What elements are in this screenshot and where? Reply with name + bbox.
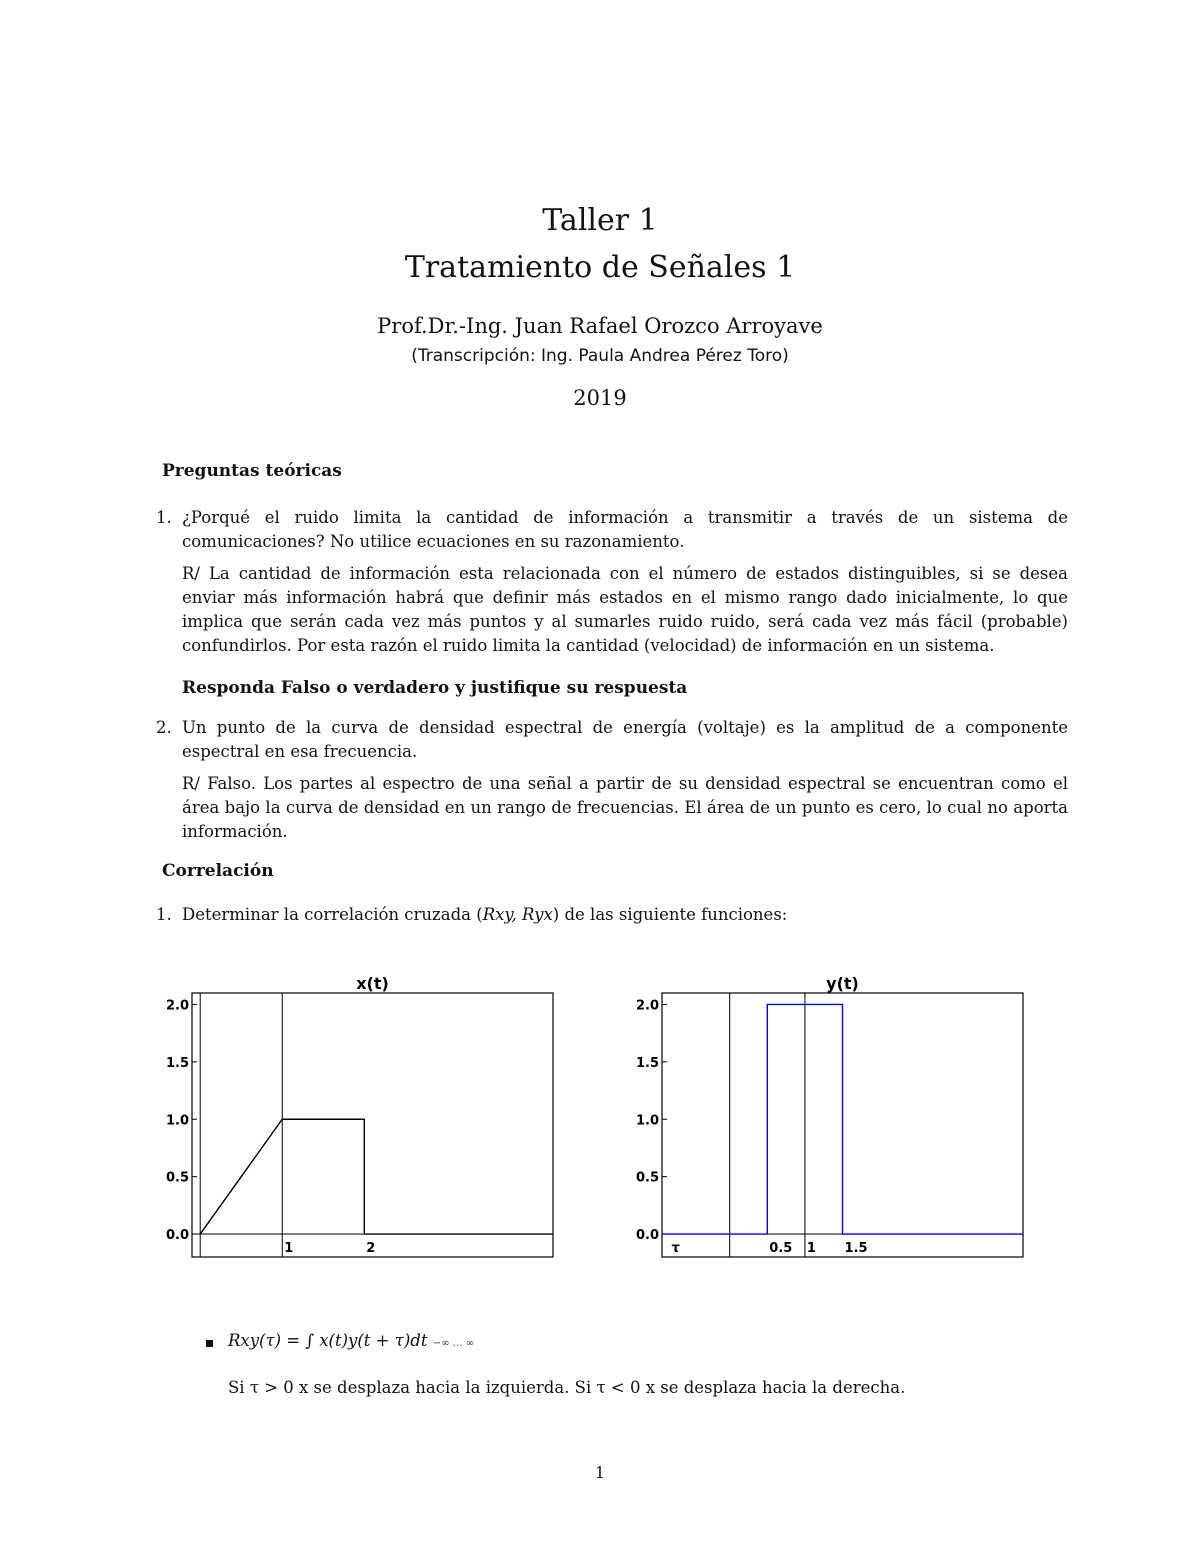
x-tick-label: 2 xyxy=(366,1241,376,1257)
chart-y-svg xyxy=(620,968,1040,1268)
plot-x xyxy=(150,968,570,1272)
integral-limits: −∞ … ∞ xyxy=(432,1338,475,1349)
y-tick-label: 1.0 xyxy=(635,1113,659,1129)
question-math: Rxy, Ryx xyxy=(482,905,553,924)
author: Prof.Dr.-Ing. Juan Rafael Orozco Arroyave xyxy=(377,314,823,338)
x-tick-label: 1 xyxy=(284,1241,294,1257)
question-number: 1. xyxy=(156,905,172,924)
y-tick-label: 1.0 xyxy=(165,1113,189,1129)
question-text: ¿Porqué el ruido limita la cantidad de información a transmitir a través de un sistema de comunicaciones? No utilice ecuaciones en su razonamiento. xyxy=(182,508,1068,551)
question-text: Un punto de la curva de densidad espectral de energía (voltaje) es la amplitud de a componente espectral en esa frecuencia. xyxy=(182,718,1068,761)
y-tick-label: 0.5 xyxy=(165,1170,189,1186)
course-title: Tratamiento de Señales 1 xyxy=(404,250,796,285)
question-number: 1. xyxy=(156,508,172,527)
shift-note: Si τ > 0 x se desplaza hacia la izquierda. Si τ < 0 x se desplaza hacia la derecha. xyxy=(228,1378,906,1397)
question-text-pre: Determinar la correlación cruzada ( xyxy=(182,905,483,924)
chart-x-svg xyxy=(150,968,570,1268)
year: 2019 xyxy=(573,386,627,410)
y-tick-label: 2.0 xyxy=(635,998,659,1014)
y-tick-label: 0.0 xyxy=(165,1228,189,1244)
y-tick-label: 1.5 xyxy=(635,1055,659,1071)
y-tick-label: 0.0 xyxy=(635,1228,659,1244)
x-tick-label: 1.5 xyxy=(844,1241,868,1257)
bullet-marker xyxy=(206,1340,213,1347)
question-text-post: ) de las siguiente funciones: xyxy=(552,905,788,924)
plot-frame xyxy=(192,993,553,1257)
answer-text: R/ La cantidad de información esta relacionada con el número de estados distinguibles, si se desea enviar más información habrá que definir más estados en el mismo rango dado inicialmente, lo que implica que serán cada vez más puntos y al sumarles ruido ruido, será cada vez más fácil (probable) confundirlos. Por esta razón el ruido limita la cantidad (velocidad) de información en un sistema. xyxy=(182,564,1068,655)
correlation-formula: Rxy(τ) = ∫ x(t)y(t + τ)dt xyxy=(228,1331,428,1350)
plot-title: x(t) xyxy=(356,974,389,993)
plot-y xyxy=(620,968,1040,1272)
section-heading-correlation: Correlación xyxy=(162,861,274,881)
section-heading-truefalse: Responda Falso o verdadero y justifique su respuesta xyxy=(182,678,688,698)
transcription-credit: (Transcripción: Ing. Paula Andrea Pérez Toro) xyxy=(411,346,789,366)
plot-title: y(t) xyxy=(826,974,859,993)
x-tick-label: 1 xyxy=(806,1241,816,1257)
series-line xyxy=(662,1004,1023,1234)
question-number: 2. xyxy=(156,718,172,737)
y-tick-label: 0.5 xyxy=(635,1170,659,1186)
bullet-formula xyxy=(228,1331,474,1350)
y-tick-label: 1.5 xyxy=(165,1055,189,1071)
y-tick-label: 2.0 xyxy=(165,998,189,1014)
series-line xyxy=(200,1119,553,1234)
x-tick-label: τ xyxy=(671,1241,680,1257)
page-number: 1 xyxy=(594,1463,606,1482)
x-tick-label: 0.5 xyxy=(769,1241,793,1257)
document-title: Taller 1 xyxy=(542,203,658,238)
answer-text: R/ Falso. Los partes al espectro de una señal a partir de su densidad espectral se encuentran como el área bajo la curva de densidad en un rango de frecuencias. El área de un punto es cero, lo cual no aporta información. xyxy=(182,774,1068,841)
section-heading-theory: Preguntas teóricas xyxy=(162,461,342,481)
